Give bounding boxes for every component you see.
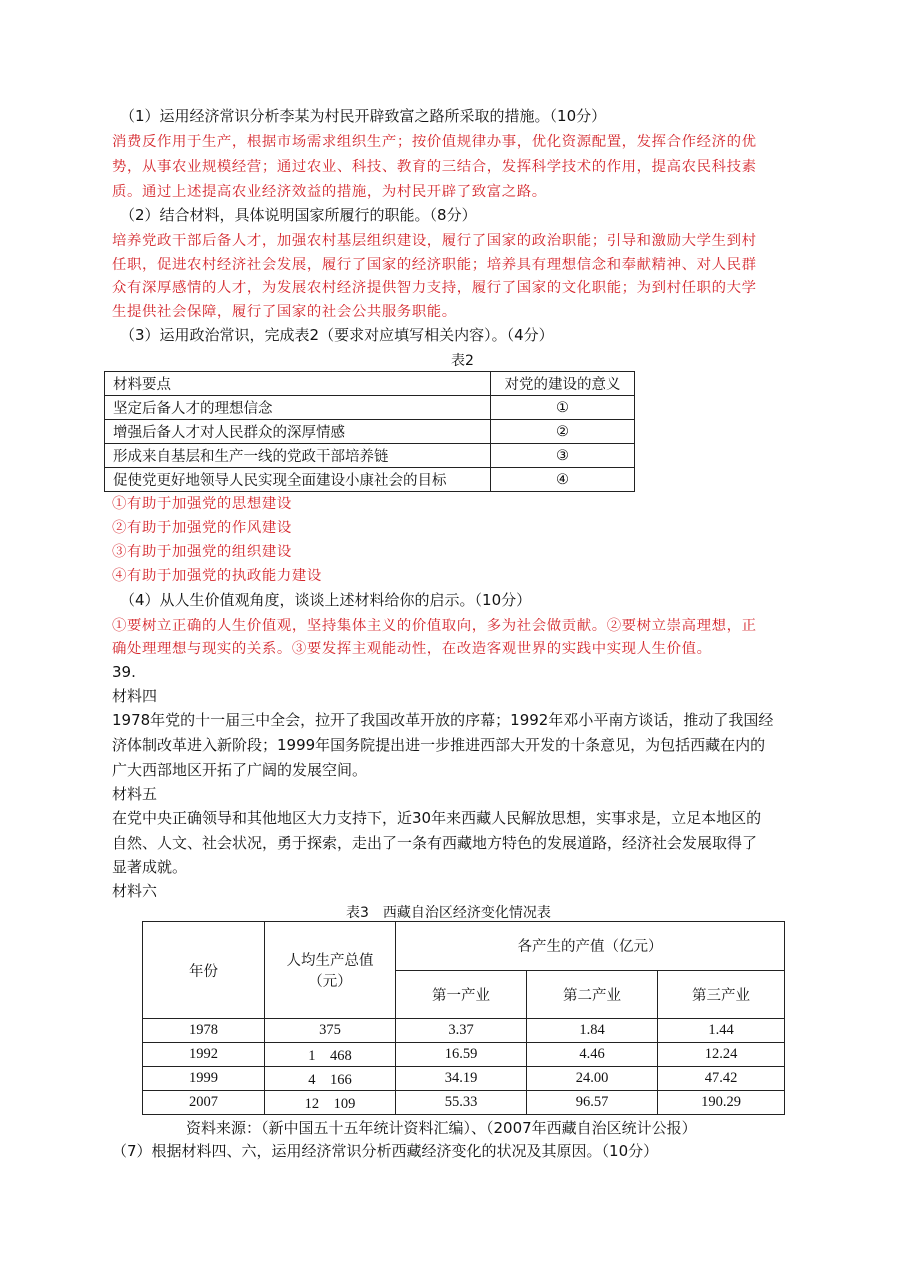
table-cell: 12 109 [265, 1091, 396, 1115]
table-cell: 4.46 [527, 1043, 658, 1067]
table-header-gdp-line-2: （元） [308, 974, 352, 990]
question-3: （3）运用政治常识，完成表2（要求对应填写相关内容）。（4分） [120, 326, 554, 344]
material-6-title: 材料六 [112, 882, 158, 900]
table-2-caption: 表2 [451, 353, 474, 369]
material-5-title: 材料五 [112, 785, 158, 803]
table-cell: 47.42 [658, 1067, 785, 1091]
table-cell: 12.24 [658, 1043, 785, 1067]
question-1: （1）运用经济常识分析李某为村民开辟致富之路所采取的措施。（10分） [120, 107, 607, 125]
table-cell: 坚定后备人才的理想信念 [105, 396, 491, 420]
answer-4-line-1: ①要树立正确的人生价值观，坚持集体主义的价值取向，多为社会做贡献。②要树立崇高理想，正 [112, 618, 757, 634]
table-cell: 24.00 [527, 1067, 658, 1091]
table-row [105, 420, 635, 444]
table-row [105, 396, 635, 420]
answer-2-line-2: 任职，促进农村经济社会发展，履行了国家的经济职能；培养具有理想信念和奉献精神、对人民群 [112, 257, 757, 273]
table-row [105, 372, 635, 396]
answer-3-line-3: ③有助于加强党的组织建设 [112, 544, 292, 560]
answer-2-line-3: 众有深厚感情的人才，为发展农村经济提供智力支持，履行了国家的文化职能；为到村任职的大学 [112, 280, 757, 296]
table-cell: 增强后备人才对人民群众的深厚情感 [105, 420, 491, 444]
table-cell: 2007 [143, 1091, 265, 1115]
table-cell: 96.57 [527, 1091, 658, 1115]
answer-1-line-1: 消费反作用于生产，根据市场需求组织生产；按价值规律办事，优化资源配置，发挥合作经济的优 [112, 134, 757, 150]
material-4-line-1: 1978年党的十一届三中全会，拉开了我国改革开放的序幕；1992年邓小平南方谈话，推动了我国经 [112, 711, 774, 729]
table-cell: 375 [265, 1019, 396, 1043]
table-cell: 1978 [143, 1019, 265, 1043]
table-cell: 16.59 [396, 1043, 527, 1067]
table-cell: 1999 [143, 1067, 265, 1091]
table-cell: 形成来自基层和生产一线的党政干部培养链 [105, 444, 491, 468]
question-7: （7）根据材料四、六，运用经济常识分析西藏经济变化的状况及其原因。（10分） [112, 1142, 659, 1160]
answer-3-line-2: ②有助于加强党的作风建设 [112, 520, 292, 536]
table-row [105, 468, 635, 492]
table-cell: 3.37 [396, 1019, 527, 1043]
answer-2-line-4: 生提供社会保障，履行了国家的社会公共服务职能。 [112, 304, 457, 320]
question-number-39: 39. [112, 663, 136, 681]
table-cell: 1992 [143, 1043, 265, 1067]
material-4-title: 材料四 [112, 687, 158, 705]
table-cell: 促使党更好地领导人民实现全面建设小康社会的目标 [105, 468, 491, 492]
question-2: （2）结合材料，具体说明国家所履行的职能。（8分） [120, 206, 477, 224]
table-row [105, 444, 635, 468]
table-header-secondary: 第二产业 [527, 970, 658, 1019]
table-row [143, 1091, 785, 1115]
material-5-line-2: 自然、人文、社会状况，勇于探索，走出了一条有西藏地方特色的发展道路，经济社会发展取得了 [112, 834, 758, 852]
table-row [143, 922, 785, 971]
material-5-line-1: 在党中央正确领导和其他地区大力支持下，近30年来西藏人民解放思想，实事求是，立足本地区的 [112, 809, 762, 827]
material-4-line-3: 广大西部地区开拓了广阔的发展空间。 [112, 761, 368, 779]
table-cell: 1.44 [658, 1019, 785, 1043]
table-cell: 1.84 [527, 1019, 658, 1043]
table-header-primary: 第一产业 [396, 970, 527, 1019]
table-header: 对党的建设的意义 [491, 372, 635, 396]
table-header-gdp-line-1: 人均生产总值 [286, 953, 374, 969]
table-3-caption: 表3 西藏自治区经济变化情况表 [346, 905, 551, 921]
table-cell: ② [491, 420, 635, 444]
answer-3-line-4: ④有助于加强党的执政能力建设 [112, 568, 322, 584]
table-cell: ① [491, 396, 635, 420]
answer-1-line-3: 质。通过上述提高农业经济效益的措施，为村民开辟了致富之路。 [112, 184, 547, 200]
table-header-tertiary: 第三产业 [658, 970, 785, 1019]
table-cell: ③ [491, 444, 635, 468]
table-header-gdp [265, 922, 396, 1019]
table-row [143, 1043, 785, 1067]
table-cell: 1 468 [265, 1043, 396, 1067]
material-5-line-3: 显著成就。 [112, 858, 188, 876]
question-4: （4）从人生价值观角度，谈谈上述材料给你的启示。（10分） [120, 591, 532, 609]
material-4-line-2: 济体制改革进入新阶段；1999年国务院提出进一步推进西部大开发的十条意见，为包括西藏在内的 [112, 736, 766, 754]
table-row [143, 1067, 785, 1091]
table-row [143, 1019, 785, 1043]
answer-1-line-2: 势，从事农业规模经营；通过农业、科技、教育的三结合，发挥科学技术的作用，提高农民科技素 [112, 159, 757, 175]
table-2 [104, 371, 635, 492]
answer-3-line-1: ①有助于加强党的思想建设 [112, 496, 292, 512]
answer-4-line-2: 确处理理想与现实的关系。③要发挥主观能动性，在改造客观世界的实践中实现人生价值。 [112, 641, 712, 657]
table-header: 材料要点 [105, 372, 491, 396]
table-cell: ④ [491, 468, 635, 492]
table-cell: 34.19 [396, 1067, 527, 1091]
answer-2-line-1: 培养党政干部后备人才，加强农村基层组织建设，履行了国家的政治职能；引导和激励大学生到村 [112, 233, 757, 249]
table-3-source: 资料来源：（新中国五十五年统计资料汇编）、（2007年西藏自治区统计公报） [186, 1119, 697, 1137]
table-cell: 55.33 [396, 1091, 527, 1115]
table-3 [142, 921, 785, 1115]
table-cell: 190.29 [658, 1091, 785, 1115]
table-cell: 4 166 [265, 1067, 396, 1091]
table-header-year: 年份 [143, 922, 265, 1019]
table-header-industry: 各产生的产值（亿元） [396, 922, 785, 971]
